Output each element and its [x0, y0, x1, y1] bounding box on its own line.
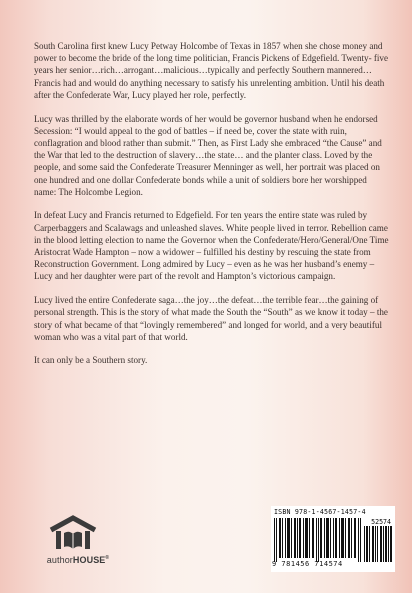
blurb-paragraph-5: It can only be a Southern story. — [34, 355, 148, 366]
blurb-paragraph-2: Lucy was thrilled by the elaborate words of her would be governor husband when he endorsed Secession: “I would appeal to the god of battles – if need be, cover the state with ruin, conflagration and blood rather than submit.” Then, as First Lady she embraced “the Cause” and the War that led to the destruction of slavery…the state… and the planter class. Loved by the people, and some said the Confederate Treasurer Menninger as well, her portrait was placed on one hundred and one dollar Confederate bonds while a unit of soldiers bore her worshipped name: The Holcombe Legion. — [34, 113, 382, 197]
publisher-name-suffix: HOUSE — [72, 555, 106, 565]
isbn-label: ISBN 978-1-4567-1457-4 — [274, 508, 366, 516]
publisher-logo — [33, 515, 113, 573]
house-book-icon — [47, 515, 99, 551]
isbn-barcode — [271, 506, 395, 572]
publisher-name — [33, 555, 123, 565]
blurb-paragraph-4: Lucy lived the entire Confederate saga…the joy…the defeat…the terrible fear…the gaining of personal strength. This is the story of what made the South the “South” as we know it today – the story of what became of that “lovingly remembered” and longed for world, and a very beautiful woman who was a vital part of that world. — [34, 295, 388, 342]
price-barcode-bars — [364, 526, 392, 562]
publisher-name-prefix: author — [46, 555, 73, 565]
price-code: 52574 — [371, 518, 391, 526]
blurb-paragraph-1: South Carolina first knew Lucy Petway Holcombe of Texas in 1857 when she chose money and power to become the bride of the long time politician, Francis Pickens of Edgefield. Twenty- five years her senior…rich…arrogant…malicious…typically and perfectly Southern mannered…Francis had and would do anything necessary to satisfy his unrelenting ambition. Until his death after the Confederate War, Lucy played her role, perfectly. — [34, 41, 389, 100]
ean-digits: 9 781456 714574 — [272, 560, 343, 568]
blurb-paragraph-3: In defeat Lucy and Francis returned to Edgefield. For ten years the entire state was ruled by Carperbaggers and Scalawags and unleashed slaves. White people lived in terror. Rebellion came in the blood letting election to name the Governor when the Confederate/Hero/General/One Time Aristocrat Wade Hampton – now a widower – fulfilled his destiny by rescuing the state from Reconstruction Government. Long admired by Lucy – even as he was her husband’s enemy – Lucy and her daughter were part of the revolt and Hampton’s victorious campaign. — [34, 210, 389, 282]
ean-barcode-bars — [274, 518, 362, 562]
trademark-symbol: ® — [105, 555, 110, 561]
blurb-text — [34, 40, 390, 378]
